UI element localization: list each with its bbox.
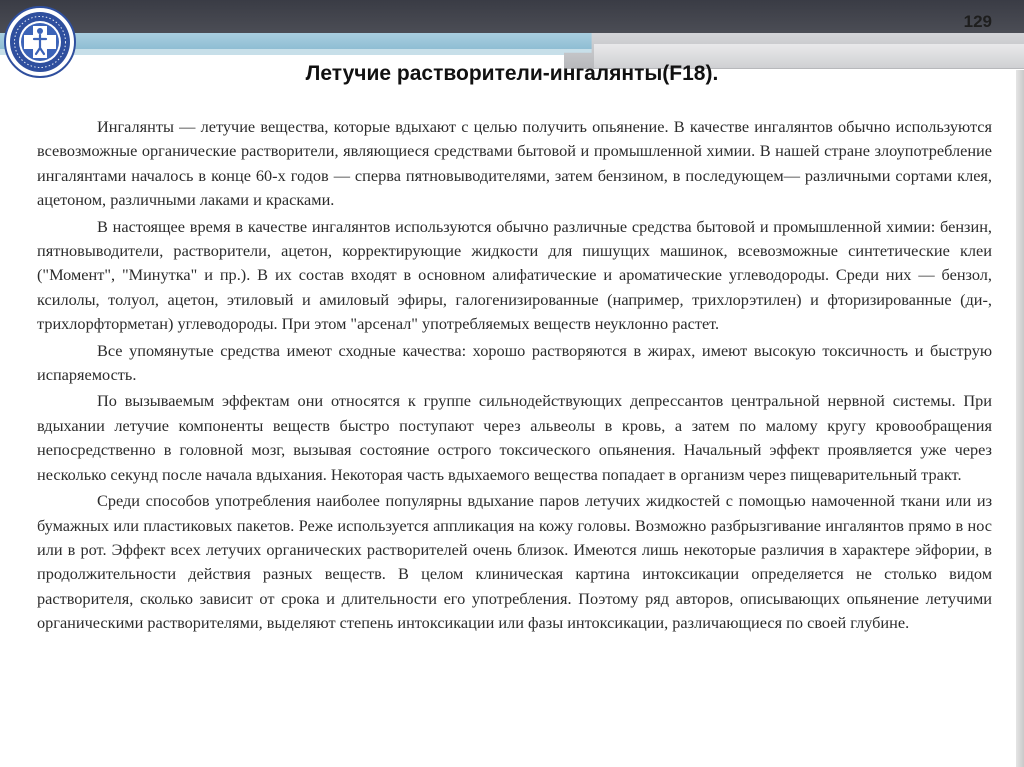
header-dark-band bbox=[0, 0, 1024, 33]
body-text bbox=[37, 115, 992, 638]
page-number: 129 bbox=[963, 12, 992, 31]
paragraph-4: По вызываемым эффектам они относятся к группе сильнодействующих депрессантов центральной нервной системы. При вдыхании летучие компоненты веществ быстро поступают через альвеолы в кровь, а затем по малому кругу кровообращения непосредственно в головной мозг, вызывая состояние острого токсического опьянения. Начальный эффект проявляется уже через несколько секунд после начала вдыхания. Некоторая часть вдыхаемого вещества попадает в организм через пищеварительный тракт. bbox=[37, 391, 992, 484]
paragraph-3: Все упомянутые средства имеют сходные качества: хорошо растворяются в жирах, имеют высокую токсичность и быструю испаряемость. bbox=[37, 340, 992, 385]
paragraph-5: Среди способов употребления наиболее популярны вдыхание паров летучих жидкостей с помощью намоченной ткани или из бумажных или пластиковых пакетов. Реже используется аппликация на кожу головы. Возможно разбрызгивание ингалянтов прямо в нос или в рот. Эффект всех летучих органических растворителей очень близок. Имеются лишь некоторые различия в характере эйфории, в продолжительности действия разных веществ. В целом клиническая картина интоксикации определяется не столько видом растворителя, сколько зависит от срока и длительности его употребления. Поэтому ряд авторов, описывающих опьянение летучими органическими растворителями, выделяют степень интоксикации или фазы интоксикации, различающиеся по своей глубине. bbox=[37, 491, 992, 633]
paragraph-2: В настоящее время в качестве ингалянтов используются обычно различные средства бытовой и промышленной химии: бензин, пятновыводители, растворители, ацетон, корректирующие жидкости для пишущих машинок, всевозможные синтетические клеи ("Момент", "Минутка" и пр.). В их состав входят в основном алифатические и ароматические углеводороды. Среди них — бензол, ксилолы, толуол, ацетон, этиловый и амиловый эфиры, галогенизированные (например, трихлорэтилен) и фторизированные (ди-, трихлорфторметан) углеводороды. При этом "арсенал" употребляемых веществ неуклонно растет. bbox=[37, 216, 992, 334]
slide-title: Летучие растворители-ингалянты(F18). bbox=[305, 62, 719, 85]
paragraph-1: Ингалянты — летучие вещества, которые вдыхают с целью получить опьянение. В качестве ингалянтов обычно используются всевозможные органические растворители, являющиеся средствами бытовой и промышленной химии. В нашей стране злоупотребление ингалянтами началось в конце 60-х годов — сперва пятновыводителями, затем бензином, в последующем— различными сортами клея, ацетоном, различными лаками и красками. bbox=[37, 117, 992, 210]
header-blue-band-lower bbox=[0, 49, 600, 55]
slide-right-edge bbox=[1016, 70, 1024, 767]
